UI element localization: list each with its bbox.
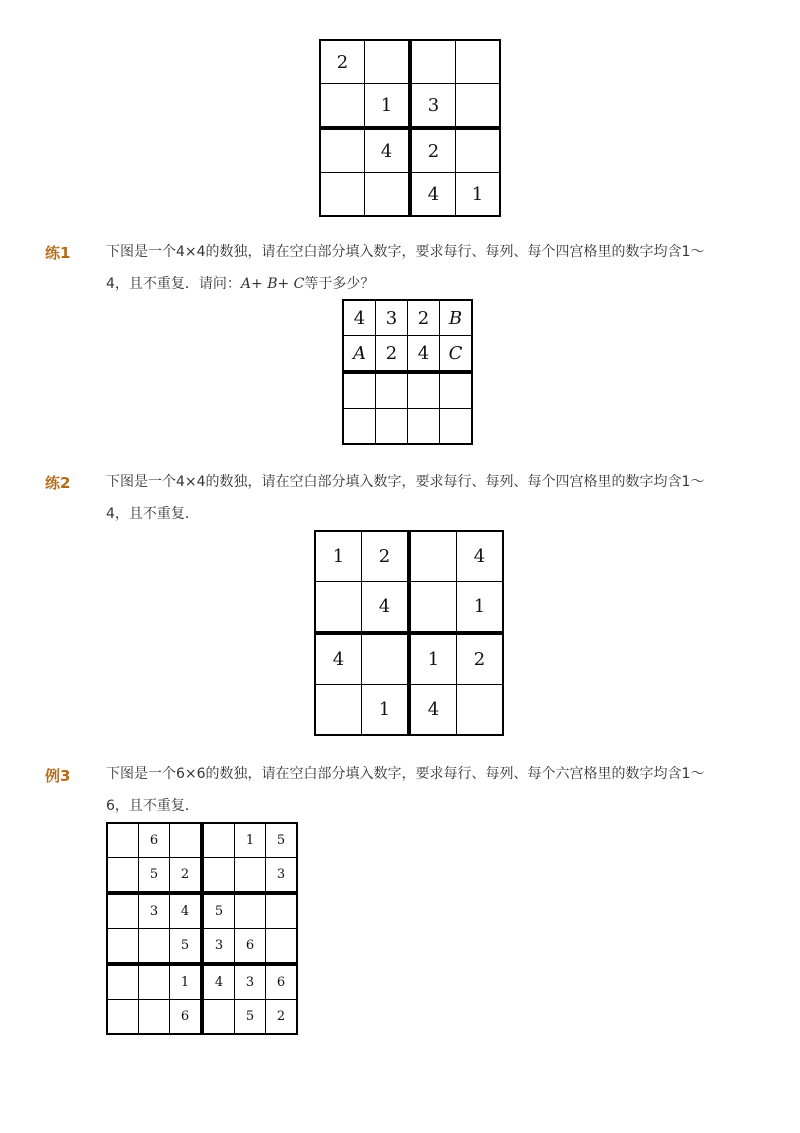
sudoku-cell: 3 (266, 858, 298, 894)
sudoku-cell (202, 858, 235, 894)
sudoku-cell: 3 (139, 893, 170, 929)
sudoku-cell (456, 128, 501, 173)
exercise-1-line2 (106, 268, 746, 300)
sudoku-grid-intro (319, 39, 501, 217)
sudoku-cell (362, 633, 410, 685)
sudoku-cell: 2 (362, 531, 410, 582)
sudoku-cell (139, 1000, 170, 1035)
sudoku-cell: 2 (457, 633, 504, 685)
sudoku-cell: B (440, 300, 473, 336)
sudoku-row (320, 84, 500, 129)
example-3-line1: 下图是一个6×6的数独，请在空白部分填入数字，要求每行、每列、每个六宫格里的数字均含1～ (106, 766, 705, 782)
exercise-label-2: 练2 (45, 474, 71, 492)
sudoku-cell: 2 (266, 1000, 298, 1035)
sudoku-cell (365, 40, 411, 84)
sudoku-cell: 1 (365, 84, 411, 129)
sudoku-row (107, 964, 297, 1000)
exercise-1-formula: A+ B+ C (240, 276, 305, 292)
sudoku-cell (409, 582, 457, 634)
sudoku-cell (315, 685, 362, 736)
sudoku-cell: 1 (170, 964, 203, 1000)
sudoku-cell (320, 173, 365, 217)
sudoku-row (315, 531, 503, 582)
sudoku-cell (107, 929, 139, 965)
sudoku-row (315, 582, 503, 634)
sudoku-cell: 5 (139, 858, 170, 894)
exercise-label-1: 练1 (45, 244, 71, 262)
sudoku-row (315, 685, 503, 736)
sudoku-cell (266, 893, 298, 929)
sudoku-cell: 5 (202, 893, 235, 929)
sudoku-cell (457, 685, 504, 736)
sudoku-cell: A (343, 336, 376, 373)
sudoku-cell: 4 (409, 685, 457, 736)
sudoku-cell (202, 1000, 235, 1035)
sudoku-row (343, 300, 472, 336)
sudoku-cell (456, 40, 501, 84)
sudoku-row (107, 823, 297, 858)
sudoku-cell: 3 (202, 929, 235, 965)
sudoku-cell (410, 40, 456, 84)
sudoku-cell: 3 (410, 84, 456, 129)
sudoku-cell: 1 (315, 531, 362, 582)
sudoku-cell: 4 (408, 336, 440, 373)
sudoku-cell (202, 823, 235, 858)
exercise-1-text (106, 236, 746, 300)
sudoku-cell: 1 (362, 685, 410, 736)
sudoku-cell: 1 (457, 582, 504, 634)
sudoku-cell (440, 372, 473, 409)
sudoku-row (315, 633, 503, 685)
sudoku-grid-exercise-2 (314, 530, 504, 736)
sudoku-cell (320, 128, 365, 173)
sudoku-cell: 2 (410, 128, 456, 173)
exercise-2-line1: 下图是一个4×4的数独，请在空白部分填入数字，要求每行、每列、每个四宫格里的数字均含1～ (106, 474, 705, 490)
sudoku-cell: 2 (320, 40, 365, 84)
sudoku-cell (315, 582, 362, 634)
sudoku-row (343, 336, 472, 373)
sudoku-cell (343, 409, 376, 445)
sudoku-cell (235, 858, 266, 894)
sudoku-cell: 3 (376, 300, 408, 336)
exercise-2-line2: 4，且不重复． (106, 506, 199, 522)
sudoku-cell: 1 (409, 633, 457, 685)
sudoku-cell (139, 964, 170, 1000)
sudoku-row (107, 929, 297, 965)
sudoku-grid-example-3 (106, 822, 298, 1035)
sudoku-cell: 2 (170, 858, 203, 894)
exercise-1-line2-pre: 4，且不重复．请问： (106, 276, 241, 292)
sudoku-cell: 1 (456, 173, 501, 217)
sudoku-cell (107, 1000, 139, 1035)
sudoku-cell: 4 (315, 633, 362, 685)
sudoku-cell: 5 (170, 929, 203, 965)
sudoku-cell (139, 929, 170, 965)
sudoku-cell (409, 531, 457, 582)
sudoku-cell (408, 372, 440, 409)
sudoku-cell (408, 409, 440, 445)
exercise-1-line1: 下图是一个4×4的数独，请在空白部分填入数字，要求每行、每列、每个四宫格里的数字均含1～ (106, 244, 705, 260)
sudoku-cell: 4 (343, 300, 376, 336)
sudoku-cell: 6 (139, 823, 170, 858)
sudoku-cell (170, 823, 203, 858)
exercise-2-text (106, 466, 746, 530)
sudoku-cell (320, 84, 365, 129)
sudoku-row (343, 372, 472, 409)
example-3-line2: 6，且不重复． (106, 798, 199, 814)
sudoku-cell: 6 (170, 1000, 203, 1035)
sudoku-row (107, 858, 297, 894)
sudoku-cell: 6 (235, 929, 266, 965)
sudoku-cell (440, 409, 473, 445)
sudoku-cell: 2 (376, 336, 408, 373)
sudoku-cell (107, 823, 139, 858)
exercise-1-line2-post: 等于多少？ (304, 276, 375, 292)
sudoku-cell (107, 964, 139, 1000)
sudoku-row (320, 173, 500, 217)
sudoku-cell (107, 893, 139, 929)
sudoku-cell: 5 (235, 1000, 266, 1035)
sudoku-cell: 5 (266, 823, 298, 858)
sudoku-cell: 4 (410, 173, 456, 217)
sudoku-cell (107, 858, 139, 894)
example-3-text (106, 758, 746, 822)
sudoku-cell: 4 (457, 531, 504, 582)
sudoku-row (107, 1000, 297, 1035)
sudoku-cell: 3 (235, 964, 266, 1000)
sudoku-cell (235, 893, 266, 929)
sudoku-cell (456, 84, 501, 129)
sudoku-grid-exercise-1 (342, 299, 473, 445)
sudoku-row (320, 40, 500, 84)
sudoku-cell (365, 173, 411, 217)
sudoku-cell: 1 (235, 823, 266, 858)
sudoku-row (343, 409, 472, 445)
sudoku-cell: 6 (266, 964, 298, 1000)
sudoku-row (107, 893, 297, 929)
sudoku-cell (266, 929, 298, 965)
sudoku-cell (376, 372, 408, 409)
sudoku-cell (343, 372, 376, 409)
sudoku-cell: 2 (408, 300, 440, 336)
sudoku-cell: 4 (365, 128, 411, 173)
sudoku-cell: C (440, 336, 473, 373)
sudoku-cell (376, 409, 408, 445)
example-label-3: 例3 (45, 767, 71, 785)
sudoku-cell: 4 (170, 893, 203, 929)
sudoku-cell: 4 (202, 964, 235, 1000)
sudoku-row (320, 128, 500, 173)
sudoku-cell: 4 (362, 582, 410, 634)
